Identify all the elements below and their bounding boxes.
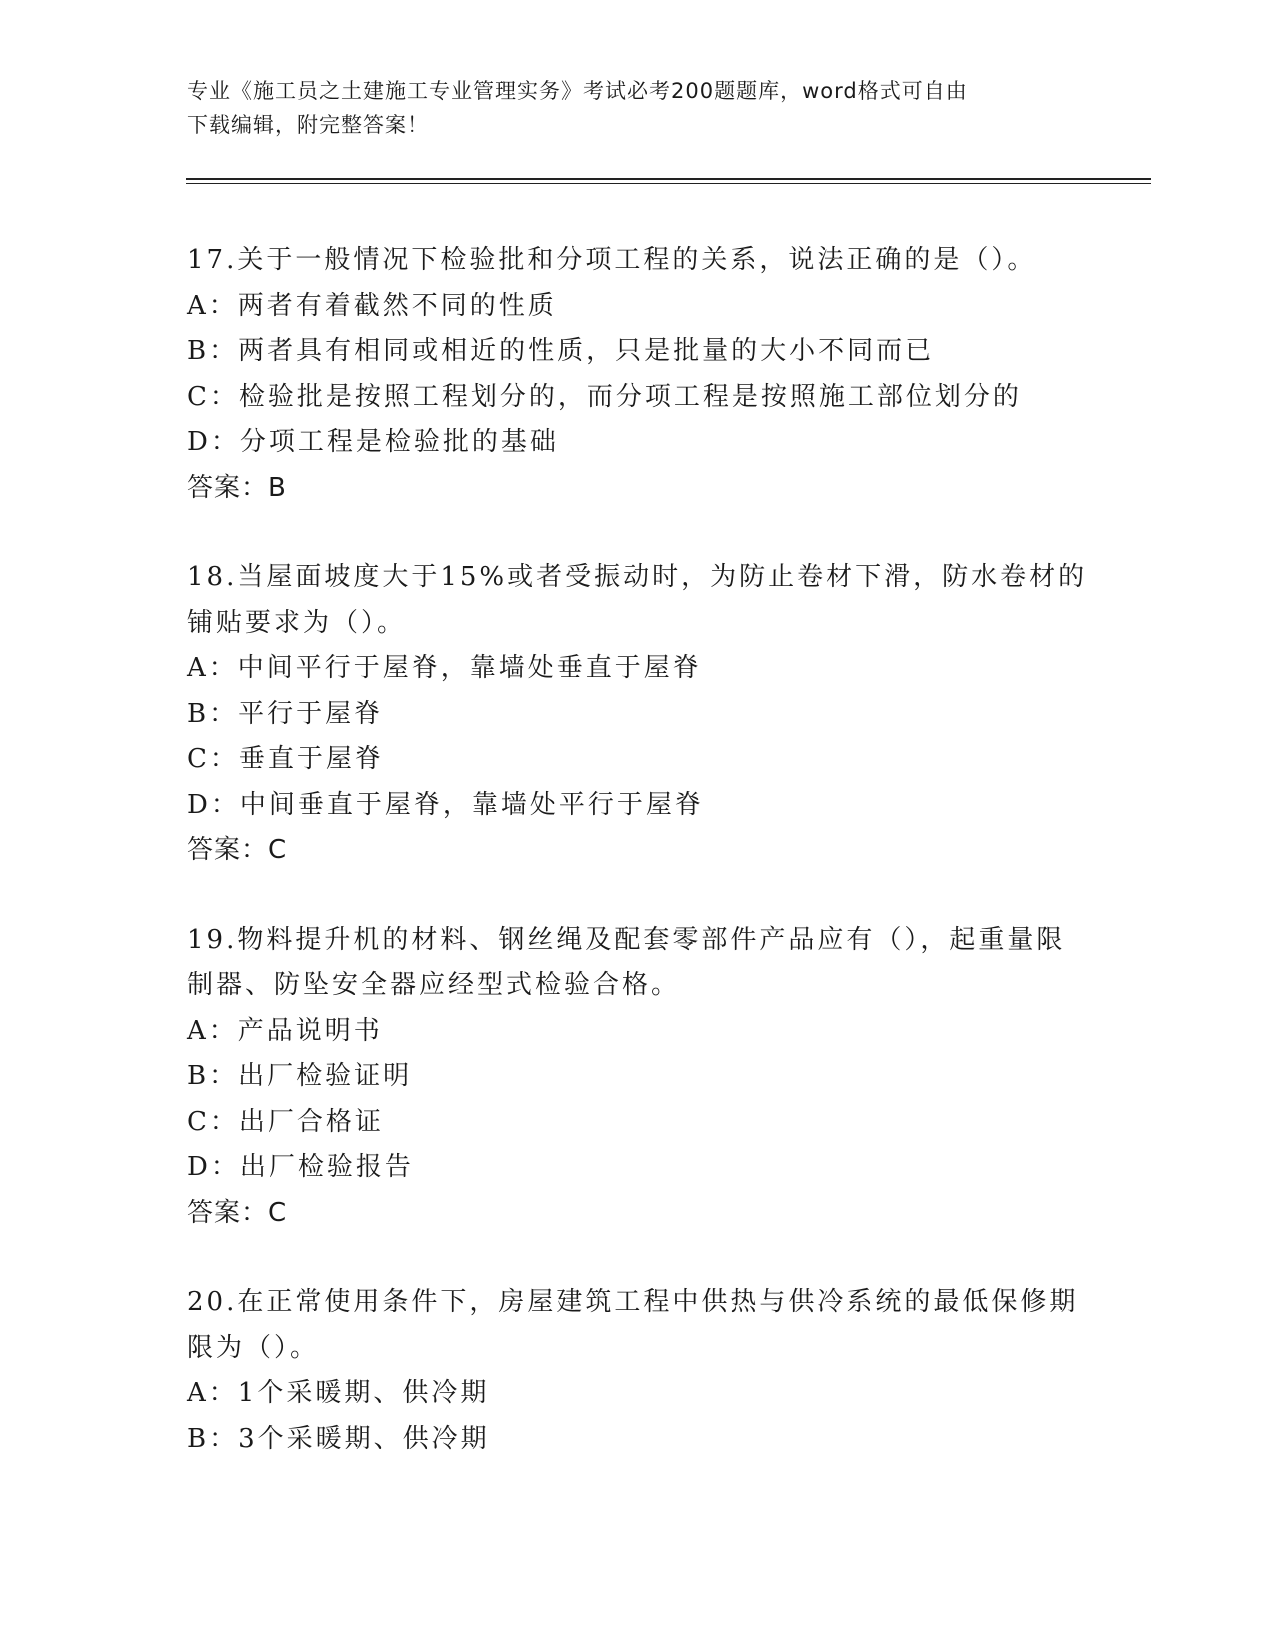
answer: 答案：B — [187, 472, 287, 503]
option-a: A：中间平行于屋脊，靠墙处垂直于屋脊 — [187, 653, 702, 683]
option-d: D：分项工程是检验批的基础 — [187, 427, 559, 457]
question-stem: 20.在正常使用条件下，房屋建筑工程中供热与供冷系统的最低保修期 — [187, 1287, 1079, 1317]
option-c: C：检验批是按照工程划分的，而分项工程是按照施工部位划分的 — [187, 381, 1022, 412]
header-rule-thick — [186, 178, 1151, 180]
header-line-2: 下载编辑，附完整答案！ — [187, 113, 429, 137]
document-header — [187, 74, 1087, 142]
option-c: C：出厂合格证 — [187, 1106, 384, 1137]
header-rule-thin — [186, 183, 1151, 184]
option-b: B：3个采暖期、供冷期 — [187, 1423, 490, 1454]
option-c: C：垂直于屋脊 — [187, 744, 384, 774]
option-d: D：中间垂直于屋脊，靠墙处平行于屋脊 — [187, 789, 704, 820]
question-18 — [187, 555, 1107, 874]
question-stem: 19.物料提升机的材料、钢丝绳及配套零部件产品应有（），起重量限 — [187, 924, 1066, 955]
option-a: A：两者有着截然不同的性质 — [187, 290, 557, 321]
option-a: A：1个采暖期、供冷期 — [187, 1378, 490, 1408]
option-b: B：平行于屋脊 — [187, 698, 384, 729]
question-stem: 17.关于一般情况下检验批和分项工程的关系，说法正确的是（）。 — [187, 245, 1037, 275]
header-line-1: 专业《施工员之土建施工专业管理实务》考试必考200题题库，word格式可自由 — [187, 79, 968, 103]
question-stem-cont: 铺贴要求为（）。 — [187, 607, 407, 638]
answer: 答案：C — [187, 1197, 288, 1228]
question-list — [187, 238, 1107, 1506]
option-a: A：产品说明书 — [187, 1015, 383, 1046]
question-stem-cont: 限为（）。 — [187, 1332, 320, 1363]
answer: 答案：C — [187, 835, 288, 865]
question-stem-cont: 制器、防坠安全器应经型式检验合格。 — [187, 970, 681, 1000]
option-d: D：出厂检验报告 — [187, 1152, 414, 1182]
question-stem: 18.当屋面坡度大于15%或者受振动时，为防止卷材下滑，防水卷材的 — [187, 562, 1088, 592]
question-20 — [187, 1280, 1107, 1462]
question-17 — [187, 238, 1107, 511]
option-b: B：两者具有相同或相近的性质，只是批量的大小不同而已 — [187, 336, 935, 366]
option-b: B：出厂检验证明 — [187, 1061, 413, 1091]
question-19 — [187, 918, 1107, 1237]
